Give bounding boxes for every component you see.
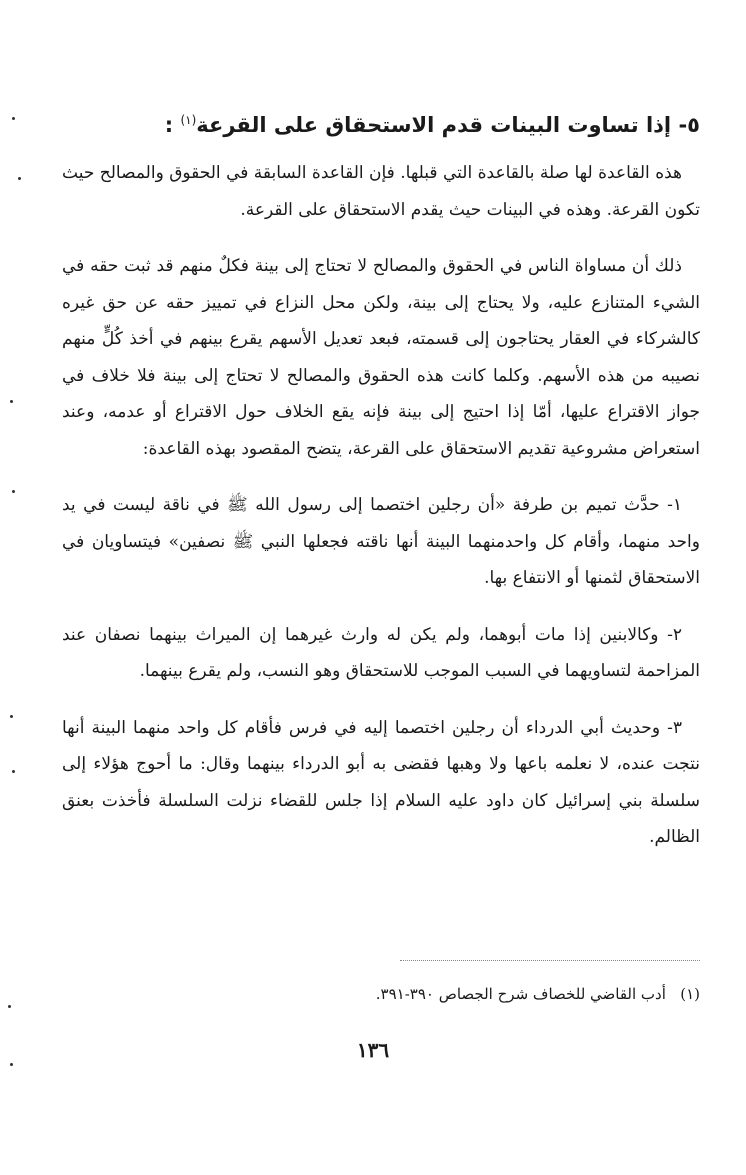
- paragraph-example-1: ١- حدَّث تميم بن طرفة «أن رجلين اختصما إلى رسول الله ﷺ في ناقة ليست في يد واحد منهما، وأقام كل واحدمنهما البينة أنها ناقته فجعلها النبي ﷺ نصفين» فيتساويان في الاستحقاق لثمنها أو الانتفاع بها.: [62, 495, 700, 588]
- scan-speck: [12, 490, 15, 493]
- scan-speck: [12, 770, 15, 773]
- paragraph-explanation: ذلك أن مساواة الناس في الحقوق والمصالح لا تحتاج إلى بينة فكلٌ منهم قد ثبت حقه في الشيء المتنازع عليه، ولا يحتاج إلى بينة، ولكن محل النزاع في تمييز حقه عن حق غيره كالشركاء في العقار يحتاجون إلى قسمته، فبعد تعديل الأسهم يقرع بينهم في أخذ كُلٍّ منهم نصيبه من هذه الأسهم. وكلما كانت هذه الحقوق والمصالح لا تحتاج إلى بينة فلا خلاف في جواز الاقتراع عليها، أمّا إذا احتيج إلى بينة فإنه يقع الخلاف حول الاقتراع أو عدمه، وعند استعراض مشروعية تقديم الاستحقاق على القرعة، يتضح المقصود بهذه القاعدة:: [62, 256, 700, 459]
- paragraph-intro: هذه القاعدة لها صلة بالقاعدة التي قبلها. فإن القاعدة السابقة في الحقوق والمصالح حيث تكون القرعة. وهذه في البينات حيث يقدم الاستحقاق على القرعة.: [62, 163, 700, 220]
- scan-speck: [10, 400, 13, 403]
- scan-speck: [10, 715, 13, 718]
- footnote-reference: (١): [180, 113, 197, 127]
- page-number: ١٣٦: [356, 1038, 390, 1062]
- section-heading: [62, 100, 700, 145]
- heading-colon: :: [164, 113, 174, 137]
- scan-speck: [8, 1005, 11, 1008]
- scan-speck: [18, 177, 21, 180]
- paragraph-example-2: ٢- وكالابنين إذا مات أبوهما، ولم يكن له وارث غيرهما إن الميراث بينهما نصفان عند المزاحمة لتساويهما في السبب الموجب للاستحقاق وهو النسب، ولم يقرع بينهما.: [62, 624, 700, 681]
- footnote-number: (١): [680, 985, 700, 1003]
- footnote-text: أدب القاضي للخصاف شرح الجصاص ٣٩٠-٣٩١.: [375, 985, 666, 1003]
- footnote-separator: [400, 960, 700, 961]
- section-heading-text: ٥- إذا تساوت البينات قدم الاستحقاق على القرعة: [196, 113, 700, 137]
- scan-speck: [10, 1063, 13, 1066]
- paragraph-example-3: ٣- وحديث أبي الدرداء أن رجلين اختصما إليه في فرس فأقام كل واحد منهما البينة أنها نتجت عنده، لا نعلمه باعها ولا وهبها فقضى به أبو الدرداء بينهما وقال: ما أحوج هؤلاء إلى سلسلة بني إسرائيل كان داود عليه السلام إذا جلس للقضاء نزلت السلسلة فأخذت بعنق الظالم.: [62, 717, 700, 847]
- page-body: [62, 100, 700, 876]
- scan-speck: [12, 117, 15, 120]
- footnote: [62, 980, 700, 1008]
